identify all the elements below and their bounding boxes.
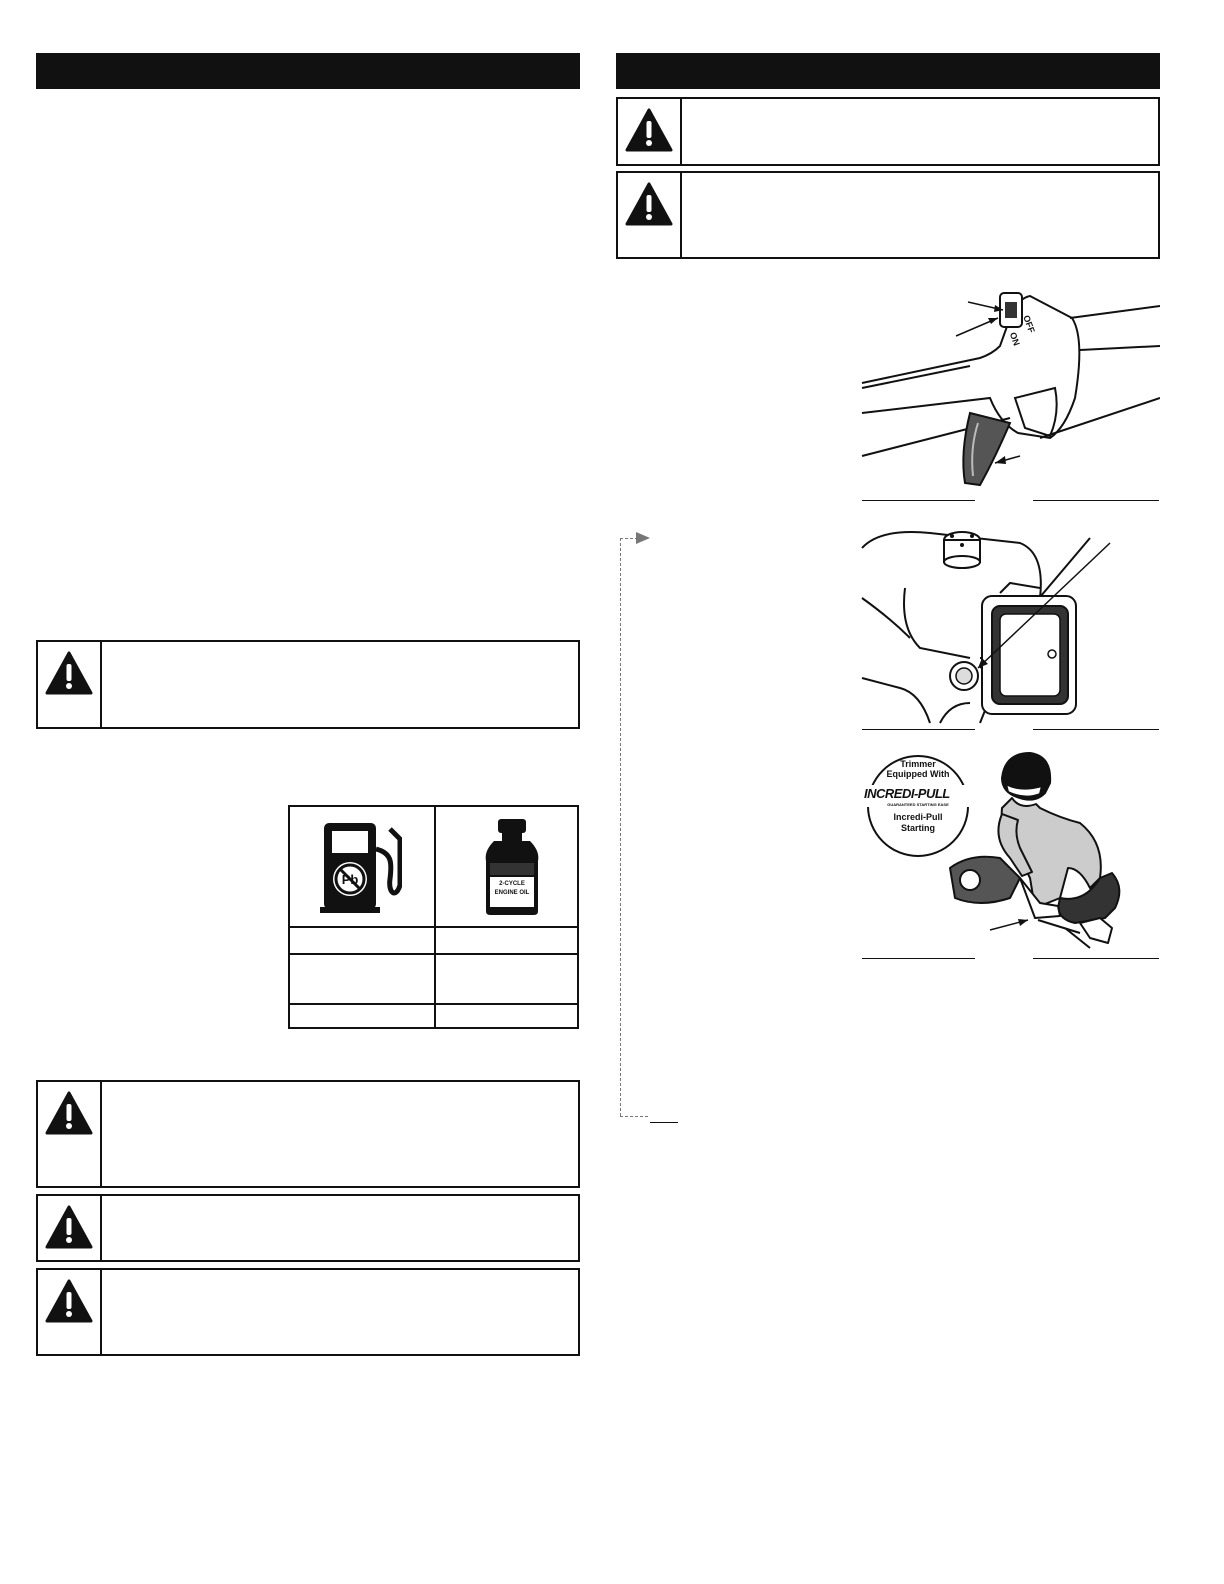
no-lead-fuel-pump-icon: [320, 819, 402, 915]
badge-line2: Equipped With: [886, 769, 950, 779]
fuel-mix-table: [288, 805, 579, 1029]
right-section-header: [616, 53, 1160, 89]
warning-box-4: [36, 1268, 580, 1356]
figure-3-rule-right: [1033, 958, 1159, 959]
figure-1-rule-left: [862, 500, 975, 501]
switch-label-on: ON: [1007, 330, 1022, 348]
warning-icon-cell: [38, 1196, 102, 1260]
svg-text:Pb: Pb: [341, 872, 359, 887]
warning-box-2: [36, 1080, 580, 1188]
warning-box-6: [616, 171, 1160, 259]
oil-label-line2: ENGINE OIL: [494, 890, 530, 896]
flow-bracket-vertical: [620, 538, 621, 1116]
warning-box-1: [36, 640, 580, 729]
warning-icon: [624, 181, 674, 227]
badge-line1: Trimmer: [900, 759, 936, 769]
left-section-header: [36, 53, 580, 89]
warning-box-3: [36, 1194, 580, 1262]
warning-icon: [44, 1278, 94, 1324]
flow-bracket-end-rule: [650, 1122, 678, 1123]
warning-icon-cell: [38, 1082, 102, 1186]
warning-icon-cell: [618, 173, 682, 257]
switch-label-off: OFF: [1021, 313, 1037, 335]
figure-2-rule-left: [862, 729, 975, 730]
badge-line3: Incredi-Pull: [893, 812, 943, 822]
engine-oil-bottle-icon: [482, 817, 542, 917]
figure-1-rule-right: [1033, 500, 1159, 501]
badge-brand: INCREDI-PULL: [864, 786, 950, 801]
badge-sub: GUARANTEED STARTING EASE: [887, 802, 949, 807]
figure-3-rule-left: [862, 958, 975, 959]
oil-label-line1: 2-CYCLE: [499, 881, 525, 887]
warning-icon: [44, 1204, 94, 1250]
throttle-handle-illustration: [860, 288, 1160, 493]
flow-arrow-icon: [636, 532, 650, 544]
flow-bracket-bottom: [620, 1116, 648, 1117]
figure-2-rule-right: [1033, 729, 1159, 730]
warning-icon: [624, 107, 674, 153]
warning-box-5: [616, 97, 1160, 166]
warning-icon-cell: [38, 642, 102, 727]
badge-line4: Starting: [900, 823, 935, 833]
warning-icon-cell: [618, 99, 682, 164]
operator-pulling-starter-illustration: [940, 748, 1160, 953]
warning-icon: [44, 650, 94, 696]
warning-icon: [44, 1090, 94, 1136]
warning-icon-cell: [38, 1270, 102, 1354]
fuel-tank-primer-illustration: [860, 518, 1160, 724]
